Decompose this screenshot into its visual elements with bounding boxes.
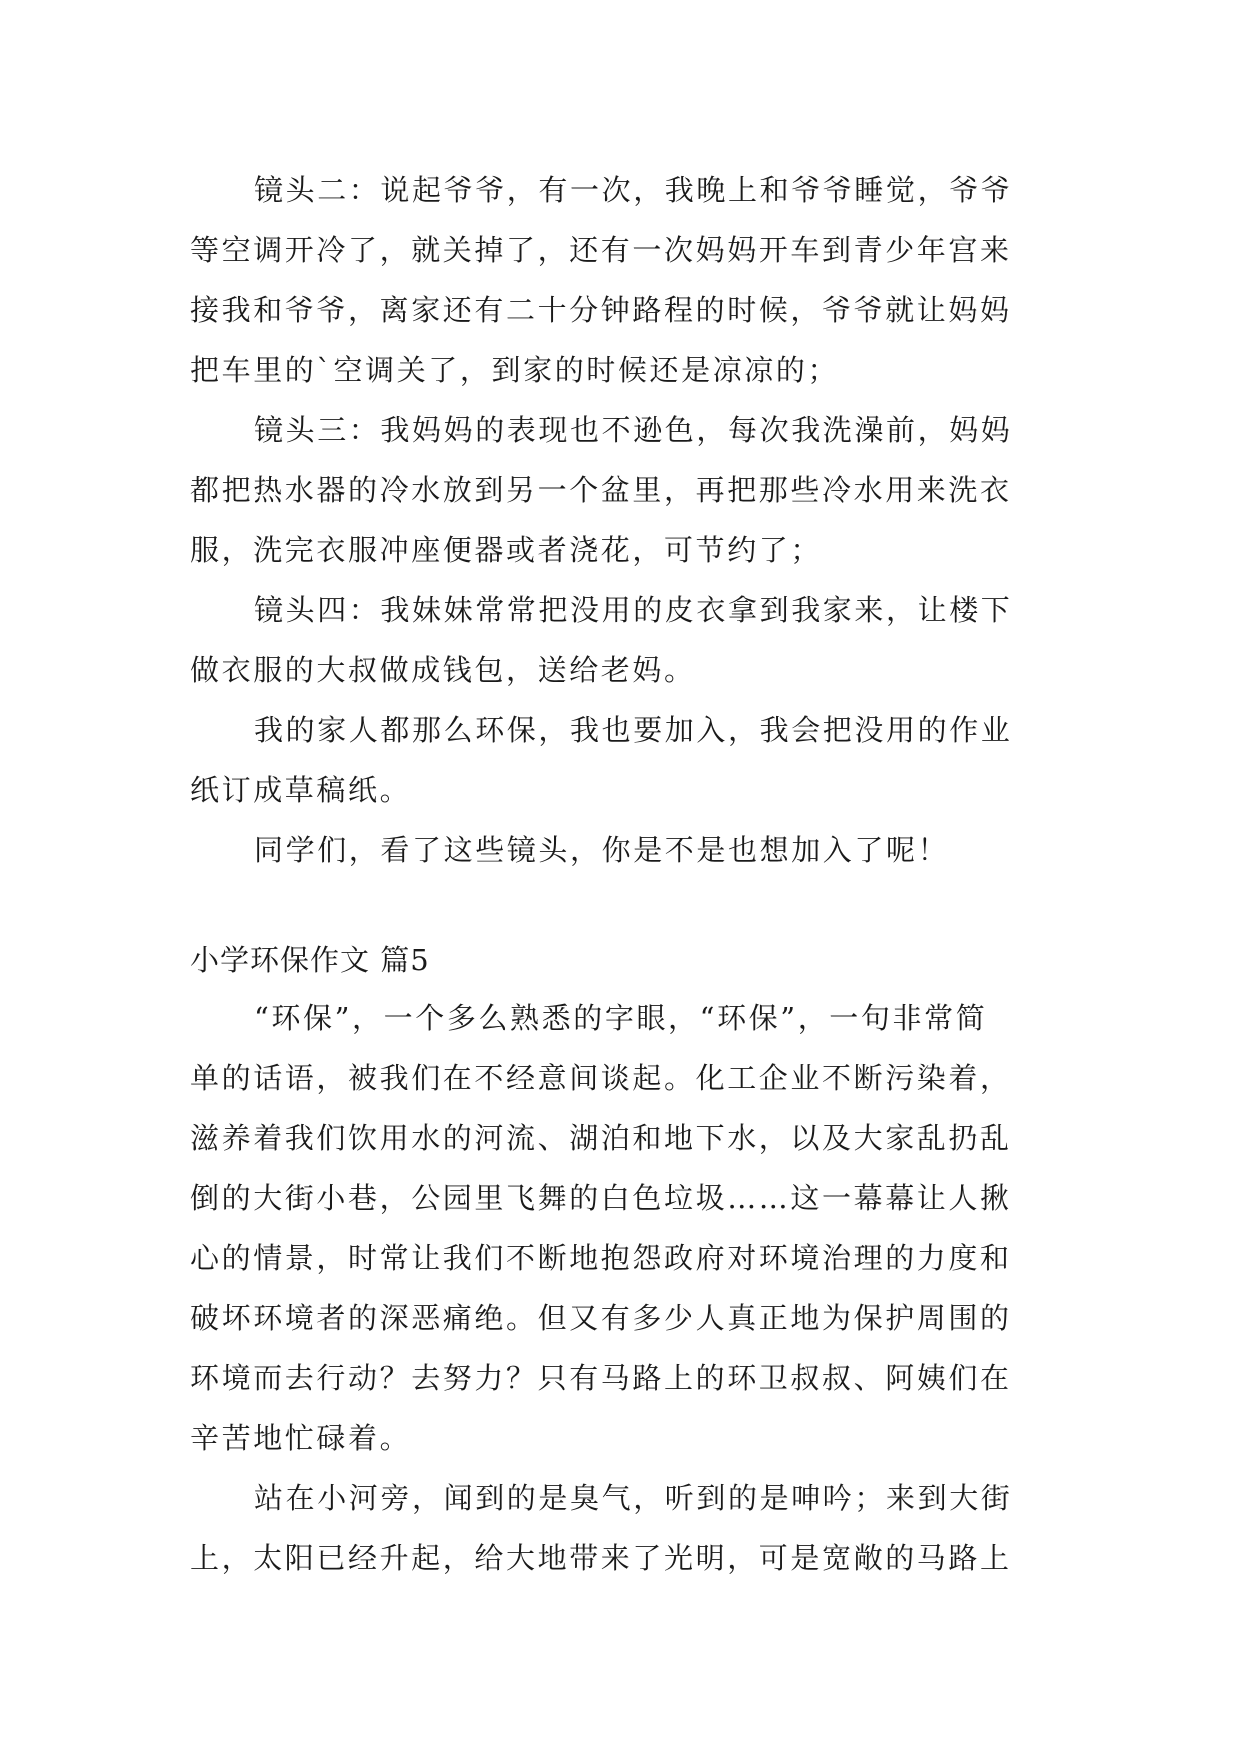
paragraph-line: 服，洗完衣服冲座便器或者浇花，可节约了； bbox=[190, 533, 823, 567]
paragraph-line: 单的话语，被我们在不经意间谈起。化工企业不断污染着， bbox=[190, 1061, 1012, 1095]
paragraph-line: 心的情景，时常让我们不断地抱怨政府对环境治理的力度和 bbox=[190, 1241, 1012, 1275]
paragraph-line: 辛苦地忙碌着。 bbox=[190, 1421, 412, 1455]
paragraph-line: 我的家人都那么环保，我也要加入，我会把没用的作业 bbox=[254, 713, 1013, 747]
paragraph-line: 纸订成草稿纸。 bbox=[190, 773, 412, 807]
paragraph bbox=[190, 580, 1050, 700]
paragraph-line: “环保”，一个多么熟悉的字眼，“环保”，一句非常简 bbox=[254, 1001, 988, 1035]
paragraph-line: 都把热水器的冷水放到另一个盆里，再把那些冷水用来洗衣 bbox=[190, 473, 1012, 507]
paragraph-line: 等空调开冷了，就关掉了，还有一次妈妈开车到青少年宫来 bbox=[190, 233, 1012, 267]
paragraph-line: 环境而去行动？去努力？只有马路上的环卫叔叔、阿姨们在 bbox=[190, 1361, 1012, 1395]
paragraph-line: 同学们，看了这些镜头，你是不是也想加入了呢！ bbox=[254, 833, 950, 867]
paragraph-line: 接我和爷爷，离家还有二十分钟路程的时候，爷爷就让妈妈 bbox=[190, 293, 1012, 327]
paragraph bbox=[190, 988, 1050, 1468]
paragraph-line: 镜头三：我妈妈的表现也不逊色，每次我洗澡前，妈妈 bbox=[254, 413, 1013, 447]
paragraph-line: 滋养着我们饮用水的河流、湖泊和地下水，以及大家乱扔乱 bbox=[190, 1121, 1012, 1155]
paragraph-line: 把车里的`空调关了，到家的时候还是凉凉的； bbox=[190, 353, 840, 387]
paragraph bbox=[190, 700, 1050, 820]
paragraph bbox=[190, 160, 1050, 400]
paragraph-line: 破坏环境者的深恶痛绝。但又有多少人真正地为保护周围的 bbox=[190, 1301, 1012, 1335]
paragraph bbox=[190, 400, 1050, 580]
paragraph-line: 镜头二：说起爷爷，有一次，我晚上和爷爷睡觉，爷爷 bbox=[254, 173, 1013, 207]
paragraph-line: 站在小河旁，闻到的是臭气，听到的是呻吟；来到大街 bbox=[254, 1481, 1013, 1515]
paragraph-line: 镜头四：我妹妹常常把没用的皮衣拿到我家来，让楼下 bbox=[254, 593, 1013, 627]
section-spacer bbox=[190, 880, 1050, 932]
document-page bbox=[190, 160, 1050, 1588]
paragraph bbox=[190, 1468, 1050, 1588]
paragraph bbox=[190, 820, 1050, 880]
paragraph-line: 做衣服的大叔做成钱包，送给老妈。 bbox=[190, 653, 696, 687]
paragraph-line: 上，太阳已经升起，给大地带来了光明，可是宽敞的马路上 bbox=[190, 1541, 1012, 1575]
paragraph-line: 倒的大街小巷，公园里飞舞的白色垃圾……这一幕幕让人揪 bbox=[190, 1181, 1012, 1215]
section-heading: 小学环保作文 篇5 bbox=[190, 943, 430, 977]
